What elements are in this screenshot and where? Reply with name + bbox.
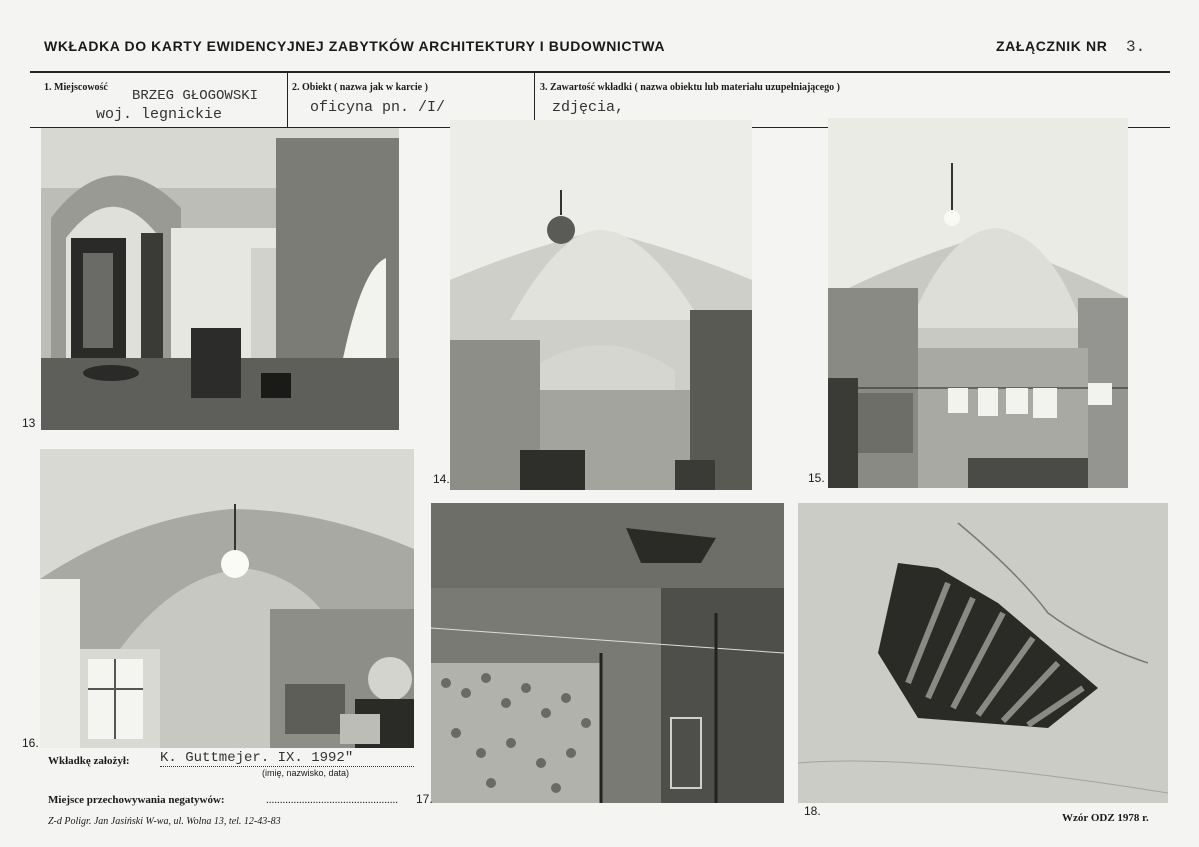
object-label: 2. Obiekt ( nazwa jak w karcie ): [292, 82, 428, 93]
photo-13-corridor: [41, 128, 399, 430]
printer-info: Z-d Poligr. Jan Jasiński W-wa, ul. Wolna 13, tel. 12-43-83: [48, 816, 281, 827]
header-rule: [30, 71, 1170, 73]
photo-13-number: 13: [22, 416, 36, 430]
created-by-label: Wkładkę założył:: [48, 755, 130, 767]
photo-18-ceiling-damage: [798, 503, 1168, 803]
photo-18-number: 18.: [804, 804, 821, 818]
form-reference: Wzór ODZ 1978 r.: [1062, 812, 1149, 824]
attachment-number: 3.: [1126, 38, 1146, 56]
photo-15-laundry-room: [828, 118, 1128, 488]
contents-value: zdjęcia,: [552, 99, 625, 116]
voivodeship-value: woj. legnickie: [96, 106, 223, 123]
locality-value: BRZEG GŁOGOWSKI: [132, 88, 259, 104]
photo-16-number: 16.: [22, 736, 39, 750]
locality-label: 1. Miejscowość: [44, 82, 108, 93]
contents-label: 3. Zawartość wkładki ( nazwa obiektu lub materiału uzupełniającego ): [540, 82, 841, 93]
photo-17-woodpile-room: [431, 503, 784, 803]
attachment-label: ZAŁĄCZNIK NR: [996, 38, 1108, 54]
page-title: WKŁADKA DO KARTY EWIDENCYJNEJ ZABYTKÓW ARCHITEKTURY I BUDOWNICTWA: [44, 38, 666, 54]
photo-14-vaulted-ceiling: [450, 120, 752, 490]
photo-16-room-interior: [40, 449, 414, 748]
photo-17-number: 17.: [416, 792, 433, 806]
photo-15-number: 15.: [808, 471, 825, 485]
created-by-hint: (imię, nazwisko, data): [262, 768, 350, 778]
negatives-value: ................................................: [266, 794, 398, 806]
negatives-label: Miejsce przechowywania negatywów:: [48, 794, 225, 806]
field-divider-1: [287, 73, 288, 128]
created-by-value: K. Guttmejer. IX. 1992": [160, 750, 414, 767]
photo-14-number: 14.: [433, 472, 450, 486]
object-value: oficyna pn. /I/: [310, 99, 446, 116]
